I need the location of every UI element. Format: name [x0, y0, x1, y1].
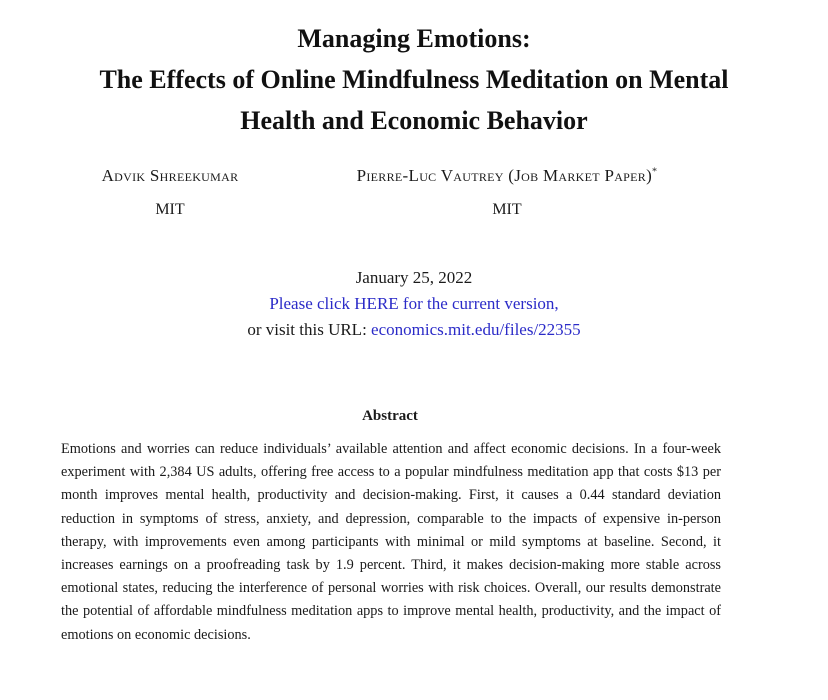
abstract-text: Emotions and worries can reduce individuals’ available attention and affect economic decisions. In a four-week experiment with 2,384 US adults, offering free access to a popular mindfulness meditation app that costs $13 per month improves mental health, productivity and decision-making. First, it causes a 0.44 standard deviation reduction in symptoms of stress, anxiety, and depression, comparable to the impacts of expensive in-person therapy, with improvements even among participants with minimal or mild symptoms at baseline. Second, it increases earnings on a proofreading task by 1.9 percent. Third, it makes decision-making more stable across emotional states, reducing the interference of personal worries with risk choices. Overall, our results demonstrate the potential of affordable mindfulness meditation apps to improve mental health, productivity, and the impact of emotions on economic decisions. — [61, 441, 721, 643]
paper-url-link[interactable]: economics.mit.edu/files/22355 — [371, 320, 581, 339]
author-2-affiliation: MIT — [492, 201, 522, 218]
title-line-1: Managing Emotions: — [297, 24, 531, 53]
paper-date: January 25, 2022 — [355, 268, 473, 287]
abstract-heading: Abstract — [362, 408, 418, 424]
footnote-mark: * — [652, 166, 658, 178]
url-line — [0, 320, 828, 340]
author-1-name: Advik Shreekumar — [101, 166, 239, 185]
author-2-name: Pierre-Luc Vautrey (Job Market Paper)* — [356, 166, 658, 185]
paper-title — [0, 18, 828, 141]
title-line-3: Health and Economic Behavior — [240, 106, 588, 135]
current-version-link[interactable]: Please click HERE for the current version, — [269, 294, 559, 313]
title-line-2: The Effects of Online Mindfulness Meditation on Mental — [99, 65, 729, 94]
author-1-affiliation: MIT — [155, 201, 185, 218]
url-prefix: or visit this URL: — [247, 320, 372, 339]
